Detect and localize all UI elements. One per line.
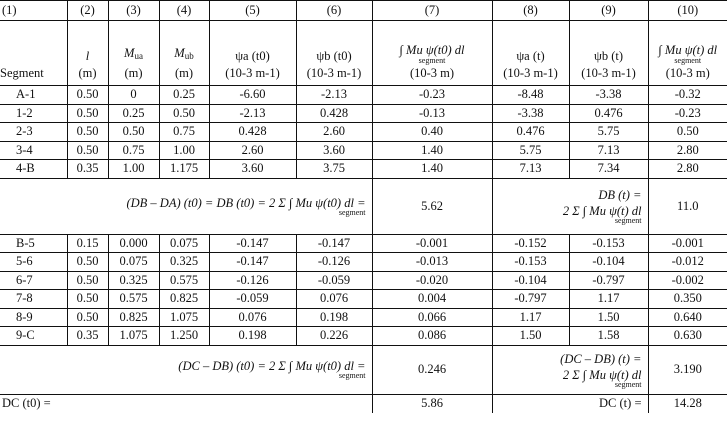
header-psib-t0-unit: (10-3 m-1)	[306, 66, 362, 80]
sum-ab-value-t: 11.0	[648, 178, 727, 234]
cell-value: 1.00	[159, 141, 209, 160]
header-segment: Segment	[0, 21, 67, 86]
sum-bc-expression-text: (DC – DB) (t0) = 2 Σ ∫ Mu ψ(t0) dl =	[178, 359, 366, 373]
header-mub	[159, 21, 209, 86]
cell-value: -0.153	[492, 253, 569, 272]
header-int-t0	[372, 21, 492, 86]
cell-value: -2.13	[296, 86, 372, 105]
cell-value: 0.076	[209, 308, 296, 327]
dc-t-label: DC (t) =	[492, 394, 648, 413]
col-number: (8)	[492, 1, 569, 21]
cell-value: 0.825	[108, 308, 159, 327]
dc-t-value: 14.28	[648, 394, 727, 413]
cell-value: 0.75	[108, 141, 159, 160]
header-int-t0-unit: (10-3 m)	[409, 66, 455, 80]
cell-value: 2.60	[209, 141, 296, 160]
sum-ab-t-expression-top: DB (t) =	[598, 188, 642, 202]
col-number: (4)	[159, 1, 209, 21]
cell-value: 1.50	[492, 327, 569, 346]
header-psia-t-label: ψa (t)	[516, 49, 545, 63]
cell-value: 3.60	[296, 141, 372, 160]
column-number-row	[0, 1, 727, 21]
cell-value: -0.020	[372, 271, 492, 290]
cell-value: 0.075	[108, 253, 159, 272]
sum-bc-t-segment-sub: segment	[614, 379, 642, 389]
cell-segment: 8-9	[0, 308, 67, 327]
col-number: (10)	[648, 1, 727, 21]
header-int-t-sub: segment	[674, 56, 702, 65]
sum-bc-t-expression-top: (DC – DB) (t) =	[560, 351, 642, 366]
cell-value: 0.198	[209, 327, 296, 346]
cell-value: 0.004	[372, 290, 492, 309]
cell-value: 1.50	[569, 308, 648, 327]
cell-value: 0.640	[648, 308, 727, 327]
col-number: (3)	[108, 1, 159, 21]
cell-value: -0.059	[209, 290, 296, 309]
col-number: (7)	[372, 1, 492, 21]
header-length-unit: (m)	[78, 66, 97, 80]
cell-segment: 6-7	[0, 271, 67, 290]
cell-value: 0.000	[108, 234, 159, 253]
header-mua-unit: (m)	[124, 66, 143, 80]
cell-value: 0.40	[372, 123, 492, 142]
col-number: (5)	[209, 1, 296, 21]
sum-ab-segment-sub: segment	[338, 207, 366, 217]
cell-value: 0.198	[296, 308, 372, 327]
header-mua	[108, 21, 159, 86]
cell-value: 0.575	[159, 271, 209, 290]
header-int-t0-expr: ∫ Mu ψ(t0) dl	[399, 43, 465, 57]
cell-value: -0.153	[569, 234, 648, 253]
cell-value: 3.60	[209, 160, 296, 179]
sum-ab-t-expression	[492, 178, 648, 234]
header-psib-t0-label: ψb (t0)	[316, 49, 352, 63]
cell-value: -0.104	[569, 253, 648, 272]
col-number: (9)	[569, 1, 648, 21]
cell-value: -0.002	[648, 271, 727, 290]
header-psib-t	[569, 21, 648, 86]
cell-value: 0.075	[159, 234, 209, 253]
table-row	[0, 104, 727, 123]
cell-value: 2.80	[648, 160, 727, 179]
header-psia-t0	[209, 21, 296, 86]
cell-value: -2.13	[209, 104, 296, 123]
table-row	[0, 86, 727, 105]
cell-value: 2.80	[648, 141, 727, 160]
cell-value: 0.50	[108, 123, 159, 142]
cell-value: -0.104	[492, 271, 569, 290]
header-int-t	[648, 21, 727, 86]
cell-value: 0.350	[648, 290, 727, 309]
cell-value: 0.50	[67, 308, 108, 327]
sum-row-ab	[0, 178, 727, 234]
cell-value: 0.50	[159, 104, 209, 123]
dc-t0-value: 5.86	[372, 394, 492, 413]
cell-value: 0.476	[492, 123, 569, 142]
cell-value: 1.00	[108, 160, 159, 179]
sum-ab-t-segment-sub: segment	[614, 216, 642, 225]
table-row	[0, 160, 727, 179]
cell-value: 0.086	[372, 327, 492, 346]
cell-segment: 1-2	[0, 104, 67, 123]
cell-value: 7.13	[492, 160, 569, 179]
header-psib-t-unit: (10-3 m-1)	[581, 66, 636, 80]
cell-segment: A-1	[0, 86, 67, 105]
sum-bc-expression	[0, 345, 372, 394]
sum-bc-value-t0: 0.246	[372, 345, 492, 394]
header-mub-sub: ub	[184, 51, 194, 61]
cell-value: 0.50	[67, 271, 108, 290]
cell-value: -0.23	[372, 86, 492, 105]
cell-value: 0.25	[108, 104, 159, 123]
cell-value: 0.35	[67, 160, 108, 179]
cell-value: 0.50	[67, 141, 108, 160]
cell-value: -0.013	[372, 253, 492, 272]
table-row	[0, 141, 727, 160]
cell-value: 1.075	[108, 327, 159, 346]
table-row	[0, 271, 727, 290]
cell-segment: 3-4	[0, 141, 67, 160]
cell-value: -0.152	[492, 234, 569, 253]
header-int-t-unit: (10-3 m)	[665, 66, 710, 80]
cell-value: 0.35	[67, 327, 108, 346]
cell-value: 0	[108, 86, 159, 105]
table-row	[0, 290, 727, 309]
header-mub-symbol: M	[174, 46, 185, 60]
cell-segment: 4-B	[0, 160, 67, 179]
cell-value: 2.60	[296, 123, 372, 142]
cell-segment: 2-3	[0, 123, 67, 142]
cell-value: 0.50	[648, 123, 727, 142]
cell-value: 1.58	[569, 327, 648, 346]
cell-value: 0.076	[296, 290, 372, 309]
cell-value: 0.15	[67, 234, 108, 253]
cell-value: -0.001	[372, 234, 492, 253]
table-row	[0, 234, 727, 253]
cell-value: 0.50	[67, 104, 108, 123]
sum-ab-expression	[0, 178, 372, 234]
cell-value: -0.32	[648, 86, 727, 105]
header-mua-symbol: M	[124, 46, 135, 60]
cell-value: 7.34	[569, 160, 648, 179]
cell-segment: B-5	[0, 234, 67, 253]
col-number: (1)	[0, 1, 67, 21]
cell-value: -0.126	[296, 253, 372, 272]
table-row	[0, 253, 727, 272]
cell-value: 1.40	[372, 141, 492, 160]
header-psia-t	[492, 21, 569, 86]
cell-value: 0.630	[648, 327, 727, 346]
header-psib-t-label: ψb (t)	[594, 49, 623, 63]
sum-bc-t-expression	[492, 345, 648, 394]
header-mua-sub: ua	[134, 51, 143, 61]
sum-ab-t-expression-bottom: 2 Σ ∫ Mu ψ(t) dl	[562, 204, 642, 218]
sum-row-bc	[0, 345, 727, 394]
total-row	[0, 394, 727, 413]
sum-ab-value-t0: 5.62	[372, 178, 492, 234]
cell-value: 0.428	[296, 104, 372, 123]
cell-value: 1.250	[159, 327, 209, 346]
cell-value: -6.60	[209, 86, 296, 105]
cell-segment: 7-8	[0, 290, 67, 309]
cell-value: 5.75	[569, 123, 648, 142]
cell-value: 0.226	[296, 327, 372, 346]
dc-t0-label: DC (t0) =	[0, 394, 372, 413]
cell-value: 1.17	[569, 290, 648, 309]
sum-bc-value-t: 3.190	[648, 345, 727, 394]
col-number: (6)	[296, 1, 372, 21]
cell-value: -0.126	[209, 271, 296, 290]
table-row	[0, 123, 727, 142]
header-mub-unit: (m)	[174, 66, 194, 80]
cell-value: -0.012	[648, 253, 727, 272]
cell-value: -0.13	[372, 104, 492, 123]
cell-value: 0.066	[372, 308, 492, 327]
cell-value: -0.001	[648, 234, 727, 253]
cell-value: 0.75	[159, 123, 209, 142]
cell-value: 0.428	[209, 123, 296, 142]
cell-value: -8.48	[492, 86, 569, 105]
cell-value: 3.75	[296, 160, 372, 179]
cell-value: 0.50	[67, 253, 108, 272]
cell-value: 5.75	[492, 141, 569, 160]
cell-value: -0.147	[209, 234, 296, 253]
cell-value: 0.575	[108, 290, 159, 309]
sum-bc-segment-sub: segment	[338, 371, 366, 380]
cell-value: 1.175	[159, 160, 209, 179]
header-psia-t0-label: ψa (t0)	[235, 49, 270, 63]
header-psib-t0	[296, 21, 372, 86]
cell-value: 1.075	[159, 308, 209, 327]
cell-value: -0.797	[492, 290, 569, 309]
header-psia-t0-unit: (10-3 m-1)	[225, 66, 280, 80]
sum-bc-t-expression-bottom: 2 Σ ∫ Mu ψ(t) dl	[562, 367, 642, 382]
cell-value: 0.325	[108, 271, 159, 290]
header-int-t0-sub: segment	[418, 56, 446, 65]
table-row	[0, 308, 727, 327]
cell-value: 0.476	[569, 104, 648, 123]
cell-value: -0.797	[569, 271, 648, 290]
cell-value: 0.50	[67, 123, 108, 142]
cell-value: -0.147	[209, 253, 296, 272]
cell-value: -0.23	[648, 104, 727, 123]
cell-value: 1.40	[372, 160, 492, 179]
cell-value: -0.147	[296, 234, 372, 253]
cell-value: 1.17	[492, 308, 569, 327]
cell-value: 0.825	[159, 290, 209, 309]
cell-value: -3.38	[569, 86, 648, 105]
cell-value: 0.50	[67, 290, 108, 309]
header-length-symbol: l	[85, 49, 90, 63]
cell-value: 0.25	[159, 86, 209, 105]
col-number: (2)	[67, 1, 108, 21]
table-row	[0, 327, 727, 346]
header-length	[67, 21, 108, 86]
cell-value: -0.059	[296, 271, 372, 290]
cell-value: 0.50	[67, 86, 108, 105]
cell-value: 0.325	[159, 253, 209, 272]
cell-value: -3.38	[492, 104, 569, 123]
cell-segment: 5-6	[0, 253, 67, 272]
header-int-t-expr: ∫ Mu ψ(t) dl	[658, 43, 718, 57]
sum-ab-expression-text: (DB – DA) (t0) = DB (t0) = 2 Σ ∫ Mu ψ(t0) dl =	[126, 195, 366, 210]
header-row	[0, 21, 727, 86]
cell-value: 7.13	[569, 141, 648, 160]
header-psia-t-unit: (10-3 m-1)	[503, 66, 558, 80]
cell-segment: 9-C	[0, 327, 67, 346]
